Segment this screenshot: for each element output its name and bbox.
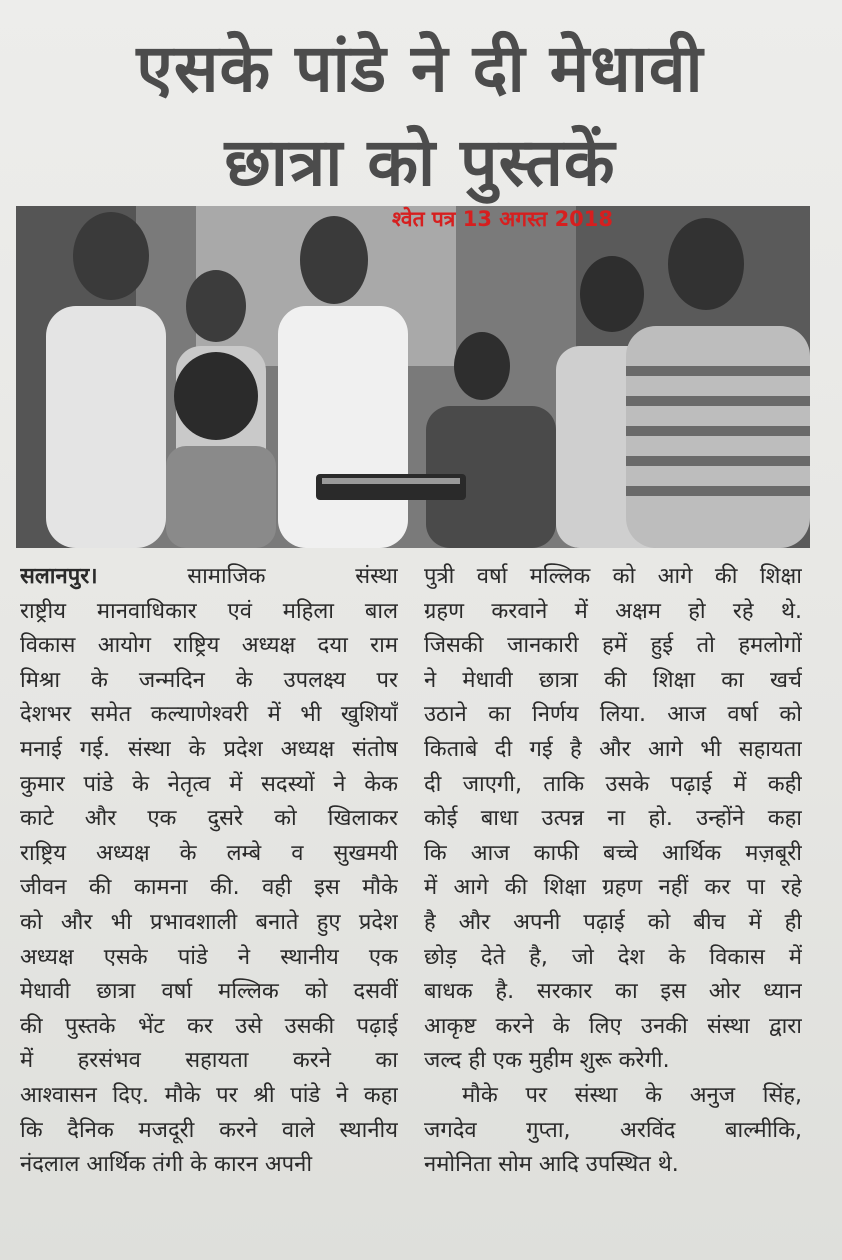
news-photo bbox=[16, 206, 810, 548]
article-line: में आगे की शिक्षा ग्रहण नहीं कर पा रहे bbox=[424, 875, 802, 901]
article-line: मेधावी छात्रा वर्षा मल्लिक को दसवीं bbox=[20, 979, 398, 1005]
article-line: आकृष्ट करने के लिए उनकी संस्था द्वारा bbox=[424, 1013, 802, 1039]
article-line: की पुस्तके भेंट कर उसे उसकी पढ़ाई bbox=[20, 1013, 398, 1039]
article-line: मिश्रा के जन्मदिन के उपलक्ष्य पर bbox=[20, 667, 398, 693]
article-line: ग्रहण करवाने में अक्षम हो रहे थे. bbox=[424, 598, 802, 624]
dateline: सलानपुर। bbox=[20, 564, 98, 589]
article-line: कुमार पांडे के नेतृत्व में सदस्यों ने केक bbox=[20, 771, 398, 797]
article-line: आश्वासन दिए. मौके पर श्री पांडे ने कहा bbox=[20, 1082, 398, 1108]
article-column-left bbox=[20, 560, 398, 1183]
article-line: जल्द ही एक मुहीम शुरू करेगी. bbox=[424, 1048, 670, 1074]
headline-line-2: छात्रा को पुस्तकें bbox=[224, 124, 616, 201]
headline-line-1: एसके पांडे ने दी मेधावी bbox=[136, 30, 704, 107]
article-line: पुत्री वर्षा मल्लिक को आगे की शिक्षा bbox=[424, 564, 802, 589]
headline bbox=[20, 22, 820, 210]
article-line: राष्ट्रीय मानवाधिकार एवं महिला बाल bbox=[20, 598, 398, 624]
article-line: कोई बाधा उत्पन्न ना हो. उन्होंने कहा bbox=[424, 806, 802, 832]
article-line: नमोनिता सोम आदि उपस्थित थे. bbox=[424, 1152, 679, 1178]
article-line: दी जाएगी, ताकि उसके पढ़ाई में कही bbox=[424, 771, 802, 797]
article-line: मौके पर संस्था के अनुज सिंह, bbox=[462, 1082, 802, 1108]
article-line: को और भी प्रभावशाली बनाते हुए प्रदेश bbox=[20, 909, 398, 935]
article-line: कि आज काफी बच्चे आर्थिक मज़बूरी bbox=[424, 840, 802, 866]
article-line: मनाई गई. संस्था के प्रदेश अध्यक्ष संतोष bbox=[20, 736, 398, 762]
article-line: अध्यक्ष एसके पांडे ने स्थानीय एक bbox=[20, 944, 398, 970]
article-line: जगदेव गुप्ता, अरविंद बाल्मीकि, bbox=[424, 1117, 802, 1143]
article-line: विकास आयोग राष्ट्रिय अध्यक्ष दया राम bbox=[20, 633, 398, 659]
article-line: में हरसंभव सहायता करने का bbox=[20, 1048, 398, 1074]
article-line: बाधक है. सरकार का इस ओर ध्यान bbox=[424, 979, 802, 1005]
article-line: किताबे दी गई है और आगे भी सहायता bbox=[424, 736, 802, 762]
article-line: है और अपनी पढ़ाई को बीच में ही bbox=[424, 909, 802, 935]
article-line: नंदलाल आर्थिक तंगी के कारन अपनी bbox=[20, 1152, 313, 1178]
photo-icon bbox=[16, 206, 810, 548]
article-line: जिसकी जानकारी हमें हुई तो हमलोगों bbox=[424, 633, 802, 659]
article-line: कि दैनिक मजदूरी करने वाले स्थानीय bbox=[20, 1117, 398, 1143]
source-date-stamp: श्वेत पत्र 13 अगस्त 2018 bbox=[392, 207, 614, 231]
article-line: ने मेधावी छात्रा की शिक्षा का खर्च bbox=[424, 667, 802, 693]
article-line: उठाने का निर्णय लिया. आज वर्षा को bbox=[424, 702, 802, 728]
article-column-right bbox=[424, 560, 802, 1183]
article-line: काटे और एक दुसरे को खिलाकर bbox=[20, 806, 398, 832]
article-line: राष्ट्रिय अध्यक्ष के लम्बे व सुखमयी bbox=[20, 840, 398, 866]
article-line: सलानपुर। सामाजिक संस्था bbox=[20, 564, 398, 589]
article-line: छोड़ देते है, जो देश के विकास में bbox=[424, 944, 802, 970]
article-line: देशभर समेत कल्याणेश्वरी में भी खुशियाँ bbox=[20, 702, 398, 728]
article-line: जीवन की कामना की. वही इस मौके bbox=[20, 875, 398, 901]
